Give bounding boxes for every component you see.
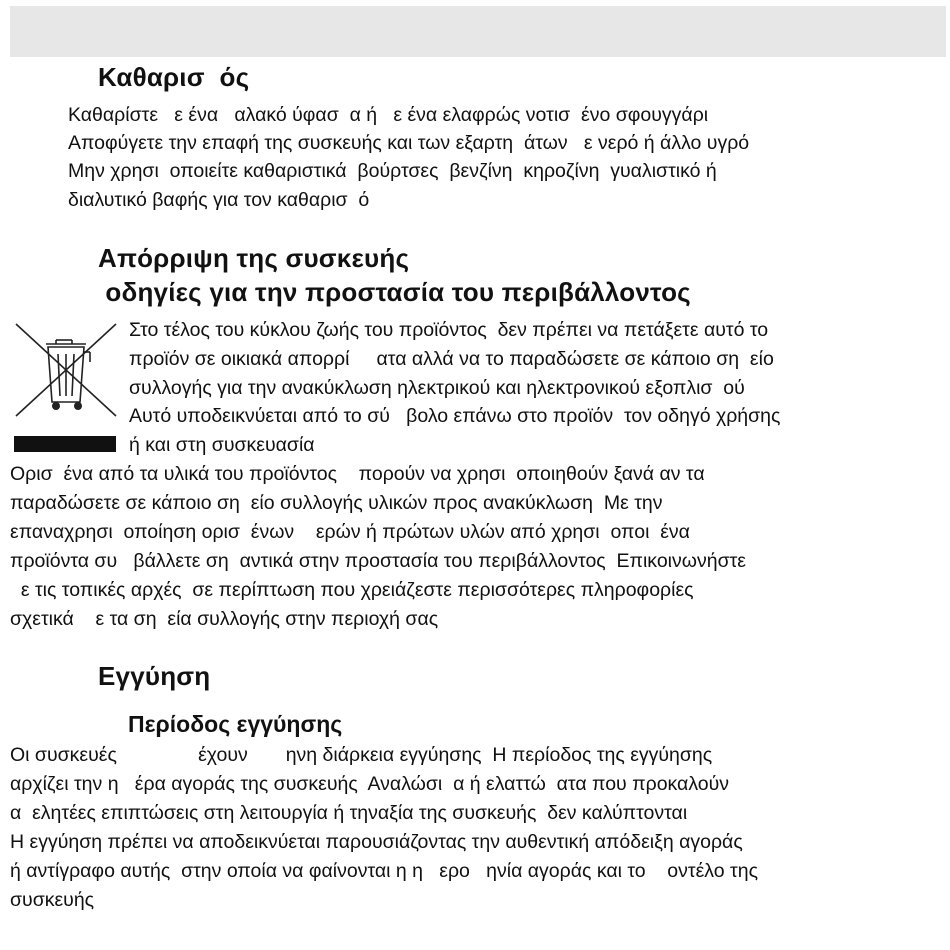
page-header-bar	[10, 6, 946, 57]
disposal-icon-text-line: ή και στη συσκευασία	[129, 434, 315, 456]
disposal-subheading: οδηγίες για την προστασία του περιβάλλοντος	[98, 277, 691, 307]
disposal-icon-text-line: Στο τέλος του κύκλου ζωής του προϊόντος δεν πρέπει να πετάξετε αυτό το	[129, 319, 769, 341]
disposal-icon-text-line: προϊόν σε οικιακά απορρί ατα αλλά να το παραδώσετε σε κάποιο ση είο	[129, 348, 774, 370]
cleaning-text-line: Μην χρησι οποιείτε καθαριστικά βούρτσες βενζίνη κηροζίνη γυαλιστικό ή	[68, 160, 717, 182]
cleaning-text-line: Αποφύγετε την επαφή της συσκευής και των εξαρτη άτων ε νερό ή άλλο υγρό	[68, 132, 750, 154]
warranty-text-line: α ελητέες επιπτώσεις στη λειτουργία ή τηναξία της συσκευής δεν καλύπτονται	[10, 802, 688, 824]
warranty-text-line: ή αντίγραφο αυτής στην οποία να φαίνονται η η ερο ηνία αγοράς και το οντέλο της	[10, 860, 758, 882]
warranty-text-line: Η εγγύηση πρέπει να αποδεικνύεται παρουσιάζοντας την αυθεντική απόδειξη αγοράς	[10, 831, 743, 853]
disposal-icon-text-line: Αυτό υποδεικνύεται από το σύ βολο επάνω στο προϊόν τον οδηγό χρήσης	[129, 405, 781, 427]
disposal-text-line: προϊόντα συ βάλλετε ση αντικά στην προστασία του περιβάλλοντος Επικοινωνήστε	[10, 550, 747, 572]
warranty-heading: Εγγύηση	[98, 661, 211, 691]
disposal-heading: Απόρριψη της συσκευής	[98, 243, 410, 273]
disposal-icon-text-line: συλλογής για την ανακύκλωση ηλεκτρικού και ηλεκτρονικού εξοπλισ ού	[129, 377, 745, 399]
disposal-text-line: σχετικά ε τα ση εία συλλογής στην περιοχή σας	[10, 608, 439, 630]
cleaning-text-line: διαλυτικό βαφής για τον καθαρισ ό	[68, 189, 370, 211]
cleaning-text-line: Καθαρίστε ε ένα αλακό ύφασ α ή ε ένα ελαφρώς νοτισ ένο σφουγγάρι	[68, 104, 709, 126]
warranty-text-line: συσκευής	[10, 889, 95, 911]
warranty-text-line: αρχίζει την η έρα αγοράς της συσκευής Αναλώσι α ή ελαττώ ατα που προκαλούν	[10, 773, 730, 795]
warranty-period-heading: Περίοδος εγγύησης	[128, 711, 343, 737]
separate-collection-bar	[14, 436, 116, 452]
crossed-out-wheelie-bin-icon	[12, 322, 120, 418]
disposal-text-line: παραδώσετε σε κάποιο ση είο συλλογής υλικών προς ανακύκλωση Με την	[10, 492, 663, 514]
disposal-text-line: επαναχρησι οποίηση ορισ ένων ερών ή πρώτων υλών από χρησι οποι ένα	[10, 521, 690, 543]
cleaning-heading: Καθαρισ ός	[98, 62, 250, 92]
disposal-text-line: ε τις τοπικές αρχές σε περίπτωση που χρειάζεστε περισσότερες πληροφορίες	[10, 579, 694, 601]
warranty-text-line: Οι συσκευές έχουν ηνη διάρκεια εγγύησης Η περίοδος της εγγύησης	[10, 744, 713, 766]
disposal-text-line: Ορισ ένα από τα υλικά του προϊόντος πορούν να χρησι οποιηθούν ξανά αν τα	[10, 463, 705, 485]
